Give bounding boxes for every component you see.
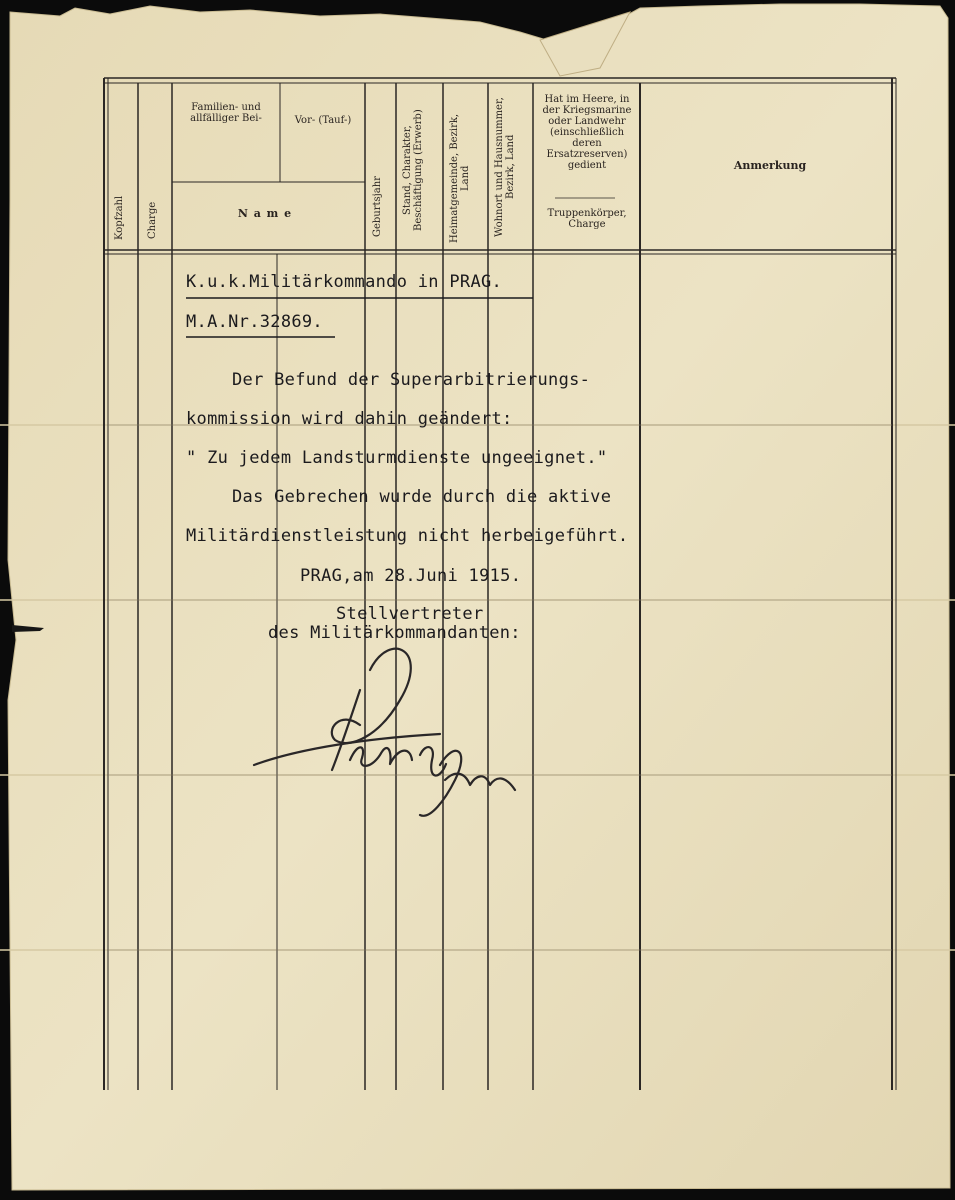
signatory-title-1: Stellvertreter [336,604,484,624]
paragraph-1-line-2: kommission wird dahin geändert: [186,409,513,429]
paragraph-2-line-1: Das Gebrechen wurde durch die aktive [232,487,612,507]
col-family-name-label: Familien- und allfälliger Bei- [190,102,262,124]
place-and-date: PRAG,am 28.Juni 1915. [300,566,522,586]
col-first-name-label: Vor- (Tauf-) [294,115,352,126]
paragraph-1-line-1: Der Befund der Superarbitrierungs- [232,370,591,390]
file-number: M.A.Nr.32869. [186,312,323,332]
col-occupation-label: Stand, Charakter, Beschäftigung (Erwerb) [402,109,424,231]
quoted-verdict: " Zu jedem Landsturmdienste ungeeignet." [186,448,608,468]
col-unit-rank-label: Truppenkörper, Charge [547,208,627,230]
col-remarks-label: Anmerkung [733,159,807,172]
signature [240,630,540,840]
col-birth-year-label: Geburtsjahr [372,176,383,238]
command-header: K.u.k.Militärkommando in PRAG. [186,272,503,292]
col-residence-label: Wohnort und Hausnummer, Bezirk, Land [494,97,516,237]
col-service-label: Hat im Heere, in der Kriegsmarine oder Landwehr (einschließlich deren Ersatzreserven) gedient [542,94,632,171]
paragraph-2-line-2: Militärdienstleistung nicht herbeigeführt. [186,526,629,546]
col-kopfzahl-label: Kopfzahl [114,195,125,241]
signatory-title-2: des Militärkommandanten: [268,623,521,643]
col-charge-label: Charge [147,201,158,239]
col-home-municipality-label: Heimatgemeinde, Bezirk, Land [449,113,471,243]
col-name-group-label: N a m e [237,207,293,220]
